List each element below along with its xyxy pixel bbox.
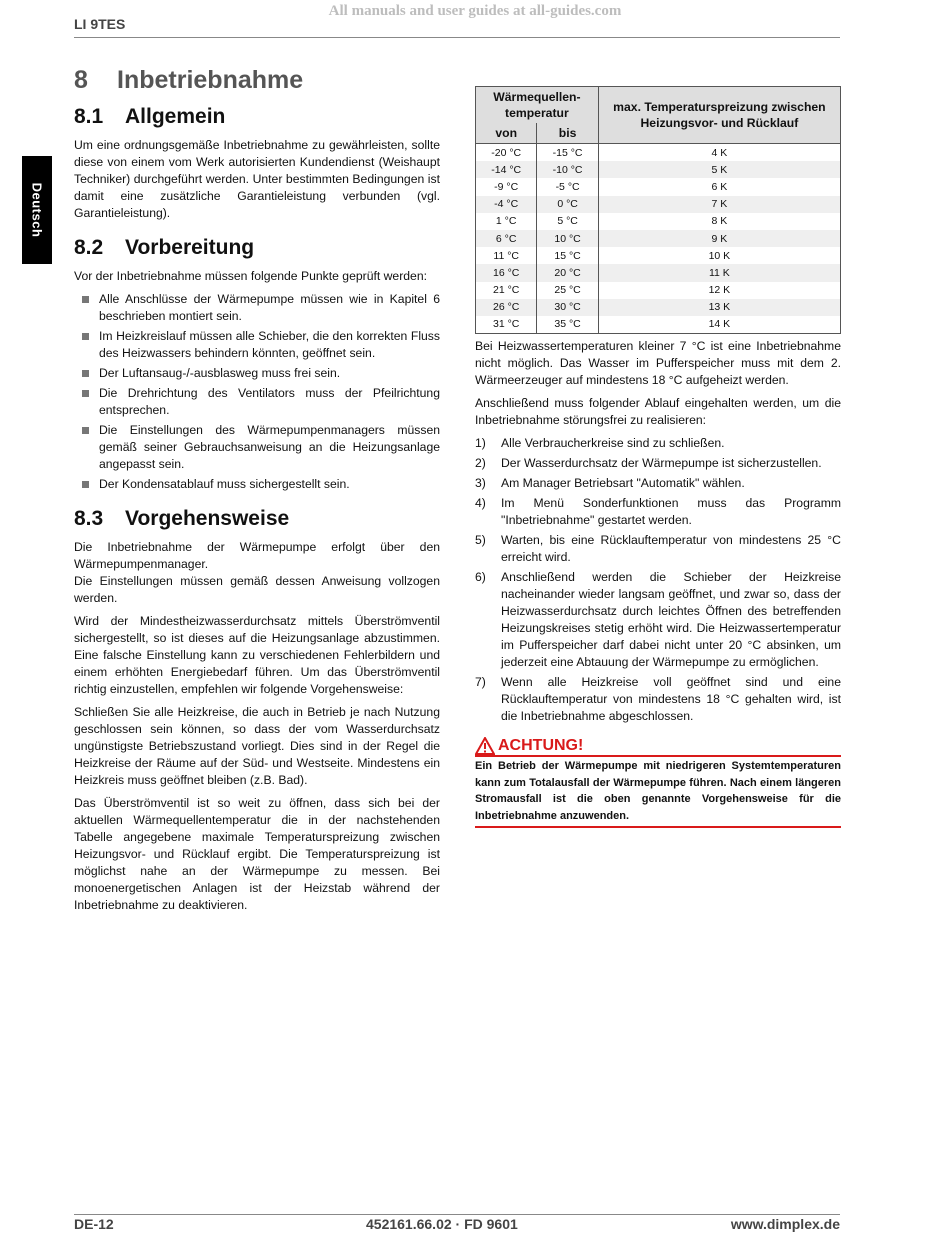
side-tab-label: Deutsch [29, 182, 45, 238]
cell-from: 26 °C [476, 299, 537, 316]
cell-from: -14 °C [476, 161, 537, 178]
list-item-text: Alle Anschlüsse der Wärmepumpe müssen wie in Kapitel 6 beschrieben montiert sein. [99, 292, 440, 323]
section-heading [74, 105, 440, 129]
list-item [74, 422, 440, 473]
list-item [74, 291, 440, 325]
cell-spread: 6 K [598, 178, 840, 195]
section-number: 8.2 [74, 236, 104, 259]
cell-from: 31 °C [476, 316, 537, 334]
list-item [74, 328, 440, 362]
list-item-text: Der Kondensatablauf muss sichergestellt sein. [99, 477, 350, 491]
paragraph: Anschließend muss folgender Ablauf eingehalten werden, um die Inbetriebnahme störungsfrei zu realisieren: [475, 396, 841, 428]
chapter-heading [74, 66, 440, 95]
cell-to: 35 °C [537, 316, 598, 334]
section-title: Vorbereitung [125, 236, 255, 259]
section-vorbereitung [74, 236, 440, 493]
section-title: Allgemein [125, 105, 226, 128]
list-item [74, 476, 440, 493]
warning-text: Ein Betrieb der Wärmepumpe mit niedrigeren Systemtemperaturen kann zum Totalausfall der Wärmepumpe führen. Nach einem längeren Stromausfall ist die oben genannte Vorgehensweise für die Inbetriebnahme anzuwenden. [475, 760, 841, 822]
step-number: 7) [475, 675, 486, 690]
step-item [475, 495, 841, 529]
step-text: Alle Verbraucherkreise sind zu schließen. [501, 436, 725, 451]
cell-from: 6 °C [476, 230, 537, 247]
section-heading [74, 236, 440, 260]
list-item-text: Im Heizkreislauf müssen alle Schieber, die den korrekten Fluss des Heizwassers behindern könnten, geöffnet sein. [99, 329, 440, 360]
paragraph: Die Inbetriebnahme der Wärmepumpe erfolgt über den Wärmepumpenmanager. [74, 540, 440, 571]
footer-rule [74, 1214, 840, 1215]
cell-to: 5 °C [537, 213, 598, 230]
step-text: Der Wasserdurchsatz der Wärmepumpe ist sicherzustellen. [501, 456, 822, 471]
footer-page-number: DE-12 [74, 1216, 114, 1232]
step-item [475, 532, 841, 566]
step-text: Im Menü Sonderfunktionen muss das Programm "Inbetriebnahme" gestartet werden. [501, 496, 841, 528]
watermark: All manuals and user guides at all-guides.com [328, 3, 622, 19]
table-row [476, 282, 841, 299]
cell-from: -20 °C [476, 144, 537, 162]
language-side-tab [22, 156, 52, 264]
warning-header [475, 737, 841, 755]
warning-rule-top [475, 755, 841, 757]
header-doc-id: LI 9TES [74, 16, 126, 32]
table-row [476, 299, 841, 316]
footer-document-code: 452161.66.02 · FD 9601 [366, 1216, 518, 1232]
chapter-number: 8 [74, 66, 88, 94]
table-row [476, 161, 841, 178]
cell-to: -15 °C [537, 144, 598, 162]
table-row [476, 316, 841, 334]
step-text: Wenn alle Heizkreise voll geöffnet sind und eine Rücklauftemperatur von mindestens 18 °C gehalten wird, ist die Inbetriebnahme abgeschlossen. [501, 675, 841, 724]
cell-spread: 4 K [598, 144, 840, 162]
cell-from: 21 °C [476, 282, 537, 299]
left-column [74, 66, 440, 920]
section-number: 8.1 [74, 105, 104, 128]
table-row [476, 264, 841, 281]
checklist [74, 291, 440, 493]
step-item [475, 455, 841, 472]
cell-to: -10 °C [537, 161, 598, 178]
cell-spread: 5 K [598, 161, 840, 178]
cell-spread: 13 K [598, 299, 840, 316]
section-heading [74, 507, 440, 531]
cell-to: 0 °C [537, 196, 598, 213]
table-header-to: bis [537, 123, 598, 144]
paragraph: Bei Heizwassertemperaturen kleiner 7 °C ist eine Inbetriebnahme nicht möglich. Das Wasser im Pufferspeicher muss mit dem 2. Wärmeerzeuger auf mindestens 18 °C aufgeheizt werden. [475, 339, 841, 388]
table-row [476, 196, 841, 213]
cell-spread: 11 K [598, 264, 840, 281]
section-title: Vorgehensweise [125, 507, 290, 530]
cell-spread: 14 K [598, 316, 840, 334]
table-row [476, 247, 841, 264]
cell-from: 11 °C [476, 247, 537, 264]
paragraph: Um eine ordnungsgemäße Inbetriebnahme zu gewährleisten, sollte diese von einem vom Werk autorisierten Kundendienst (Weishaupt Techniker) durchgeführt werden. Unter bestimmten Bedingungen ist damit eine zusätzliche Garantieleistung verbunden (vgl. Garantieleistung). [74, 138, 440, 220]
cell-spread: 8 K [598, 213, 840, 230]
cell-spread: 10 K [598, 247, 840, 264]
cell-to: -5 °C [537, 178, 598, 195]
cell-spread: 12 K [598, 282, 840, 299]
cell-spread: 7 K [598, 196, 840, 213]
step-number: 5) [475, 533, 486, 548]
paragraph: Die Einstellungen müssen gemäß dessen Anweisung vollzogen werden. [74, 574, 440, 605]
step-number: 2) [475, 456, 486, 471]
bullet-square-icon [82, 427, 89, 434]
list-item-text: Die Einstellungen des Wärmepumpenmanagers müssen gemäß seiner Gebrauchsanweisung an die Heizungsanlage angepasst sein. [99, 423, 440, 471]
table-header-from: von [476, 123, 537, 144]
step-item [475, 435, 841, 452]
step-item [475, 674, 841, 725]
paragraph: Wird der Mindestheizwasserdurchsatz mittels Überströmventil sichergestellt, so ist dieses auf die Heizungsanlage abzustimmen. Eine falsche Einstellung kann zu verschiedenen Fehlerbildern und einem erhöhten Energiebedarf führen. Um das Überströmventil richtig einzustellen, empfehlen wir folgende Vorgehensweise: [74, 614, 440, 696]
step-number: 1) [475, 436, 486, 451]
cell-to: 15 °C [537, 247, 598, 264]
warning-triangle-icon [475, 737, 495, 755]
list-item [74, 365, 440, 382]
paragraph: Vor der Inbetriebnahme müssen folgende Punkte geprüft werden: [74, 269, 427, 283]
cell-from: -4 °C [476, 196, 537, 213]
bullet-square-icon [82, 333, 89, 340]
step-number: 3) [475, 476, 486, 491]
step-item [475, 475, 841, 492]
header-rule [74, 37, 840, 38]
cell-spread: 9 K [598, 230, 840, 247]
cell-to: 10 °C [537, 230, 598, 247]
paragraph: Das Überströmventil ist so weit zu öffnen, dass sich bei der aktuellen Wärmequellentemperatur die in der nachstehenden Tabelle angegebene maximale Temperaturspreizung zwischen Heizungsvor- und Rücklauf ergibt. Die Temperaturspreizung ist möglichst nahe an der Wärmepumpe zu messen. Bei monoenergetischen Anlagen ist der Heizstab während der Inbetriebnahme zu deaktivieren. [74, 796, 440, 912]
list-item-text: Der Luftansaug-/-ausblasweg muss frei sein. [99, 366, 341, 380]
bullet-square-icon [82, 296, 89, 303]
warning-box [475, 737, 841, 828]
footer-website-link[interactable]: www.dimplex.de [730, 1216, 840, 1232]
table-row [476, 230, 841, 247]
table-row [476, 144, 841, 162]
paragraph: Schließen Sie alle Heizkreise, die auch in Betrieb je nach Nutzung geschlossen sein können, so dass der vom Wasserdurchsatz ungünstigste Betriebszustand vorliegt. Dies sind in der Regel die Heizkreise der Räume auf der Süd- und Westseite. Mindestens ein Heizkreis muss geöffnet bleiben (z.B. Bad). [74, 705, 440, 787]
step-text: Anschließend werden die Schieber der Heizkreise nacheinander wieder langsam geöffnet, und zwar so, dass der Heizwasserdurchsatz durch leichtes Öffnen des betreffenden Heizungskreises stetig erhöht wird. Die Heizwassertemperatur im Pufferspeicher darf dabei nicht unter 20 °C absinken, um jederzeit eine Abtauung der Wärmepumpe zu ermöglichen. [501, 570, 841, 670]
cell-from: 1 °C [476, 213, 537, 230]
list-item-text: Die Drehrichtung des Ventilators muss der Pfeilrichtung entsprechen. [99, 386, 440, 417]
cell-from: 16 °C [476, 264, 537, 281]
list-item [74, 385, 440, 419]
table-row [476, 213, 841, 230]
bullet-square-icon [82, 390, 89, 397]
bullet-square-icon [82, 481, 89, 488]
procedure-steps [475, 435, 841, 725]
section-number: 8.3 [74, 507, 104, 530]
cell-from: -9 °C [476, 178, 537, 195]
cell-to: 25 °C [537, 282, 598, 299]
section-vorgehensweise [74, 507, 440, 914]
right-column [475, 86, 841, 828]
chapter-title: Inbetriebnahme [117, 66, 304, 94]
step-item [475, 569, 841, 671]
cell-to: 30 °C [537, 299, 598, 316]
step-number: 4) [475, 496, 486, 511]
step-text: Warten, bis eine Rücklauftemperatur von mindestens 25 °C erreicht wird. [501, 533, 841, 565]
table-row [476, 178, 841, 195]
table-header-max-spread: max. Temperaturspreizung zwischen Heizungsvor- und Rücklauf [598, 87, 840, 144]
step-number: 6) [475, 570, 486, 585]
temperature-spread-table [475, 86, 841, 334]
warning-title: ACHTUNG! [498, 737, 584, 755]
warning-rule-bottom [475, 826, 841, 828]
table-header-source-temperature: Wärmequellen-temperatur [476, 87, 599, 124]
cell-to: 20 °C [537, 264, 598, 281]
step-text: Am Manager Betriebsart "Automatik" wählen. [501, 476, 745, 491]
section-allgemein [74, 105, 440, 222]
bullet-square-icon [82, 370, 89, 377]
